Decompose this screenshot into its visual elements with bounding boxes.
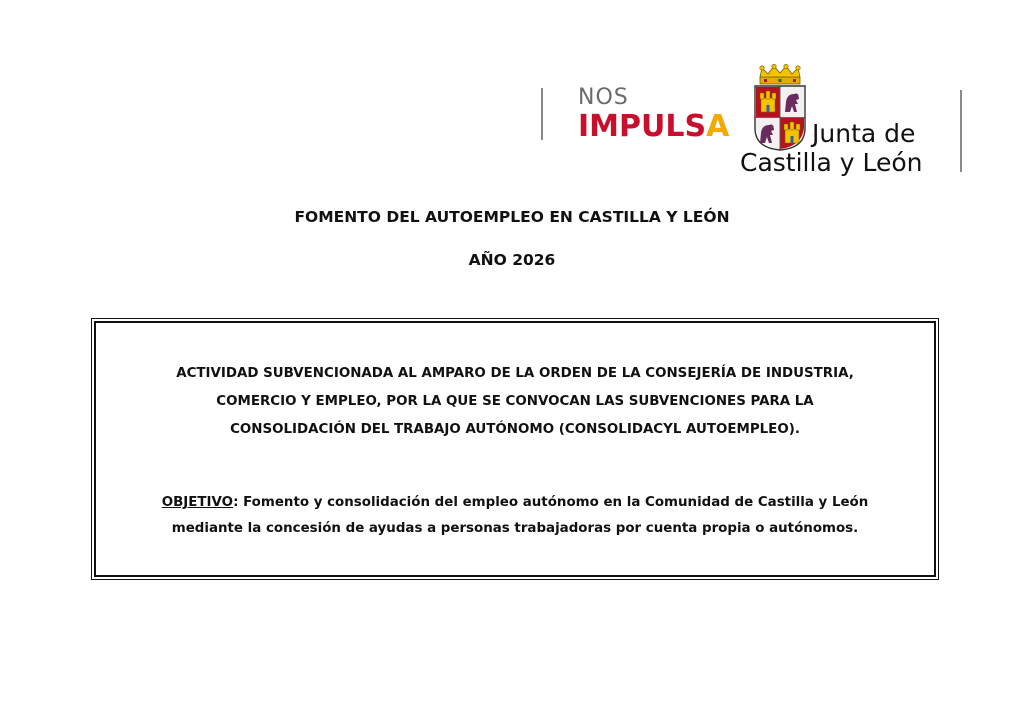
objective-line-1 <box>115 490 915 516</box>
junta-line1: Junta de <box>812 119 916 148</box>
junta-castilla-leon-wordmark <box>740 119 940 177</box>
crown-icon <box>760 64 800 84</box>
nos-impulsa-logo <box>578 86 729 144</box>
activity-line: CONSOLIDACIÓN DEL TRABAJO AUTÓNOMO (CONSOLIDACYL AUTOEMPLEO). <box>230 422 800 437</box>
impulsa-main: IMPULS <box>578 109 707 144</box>
header-divider-left <box>541 88 543 140</box>
junta-line2: Castilla y León <box>740 148 923 177</box>
document-year: AÑO 2026 <box>468 251 556 269</box>
activity-box <box>91 318 939 580</box>
objective-text <box>115 490 915 542</box>
impulsa-last-letter: A <box>706 109 730 144</box>
activity-text <box>115 360 915 444</box>
objective-line1-text: : Fomento y consolidación del empleo autónomo en la Comunidad de Castilla y León <box>233 495 869 510</box>
objective-line-2: mediante la concesión de ayudas a personas trabajadoras por cuenta propia o autónomos. <box>171 521 859 536</box>
header-divider-right <box>960 90 962 172</box>
document-title: FOMENTO DEL AUTOEMPLEO EN CASTILLA Y LEÓN <box>294 208 730 226</box>
activity-line: COMERCIO Y EMPLEO, POR LA QUE SE CONVOCAN LAS SUBVENCIONES PARA LA <box>216 394 814 409</box>
nos-impulsa-line1: NOS <box>578 85 629 110</box>
nos-impulsa-line2 <box>578 110 729 144</box>
objective-label: OBJETIVO <box>161 495 234 510</box>
activity-line: ACTIVIDAD SUBVENCIONADA AL AMPARO DE LA ORDEN DE LA CONSEJERÍA DE INDUSTRIA, <box>176 366 854 381</box>
